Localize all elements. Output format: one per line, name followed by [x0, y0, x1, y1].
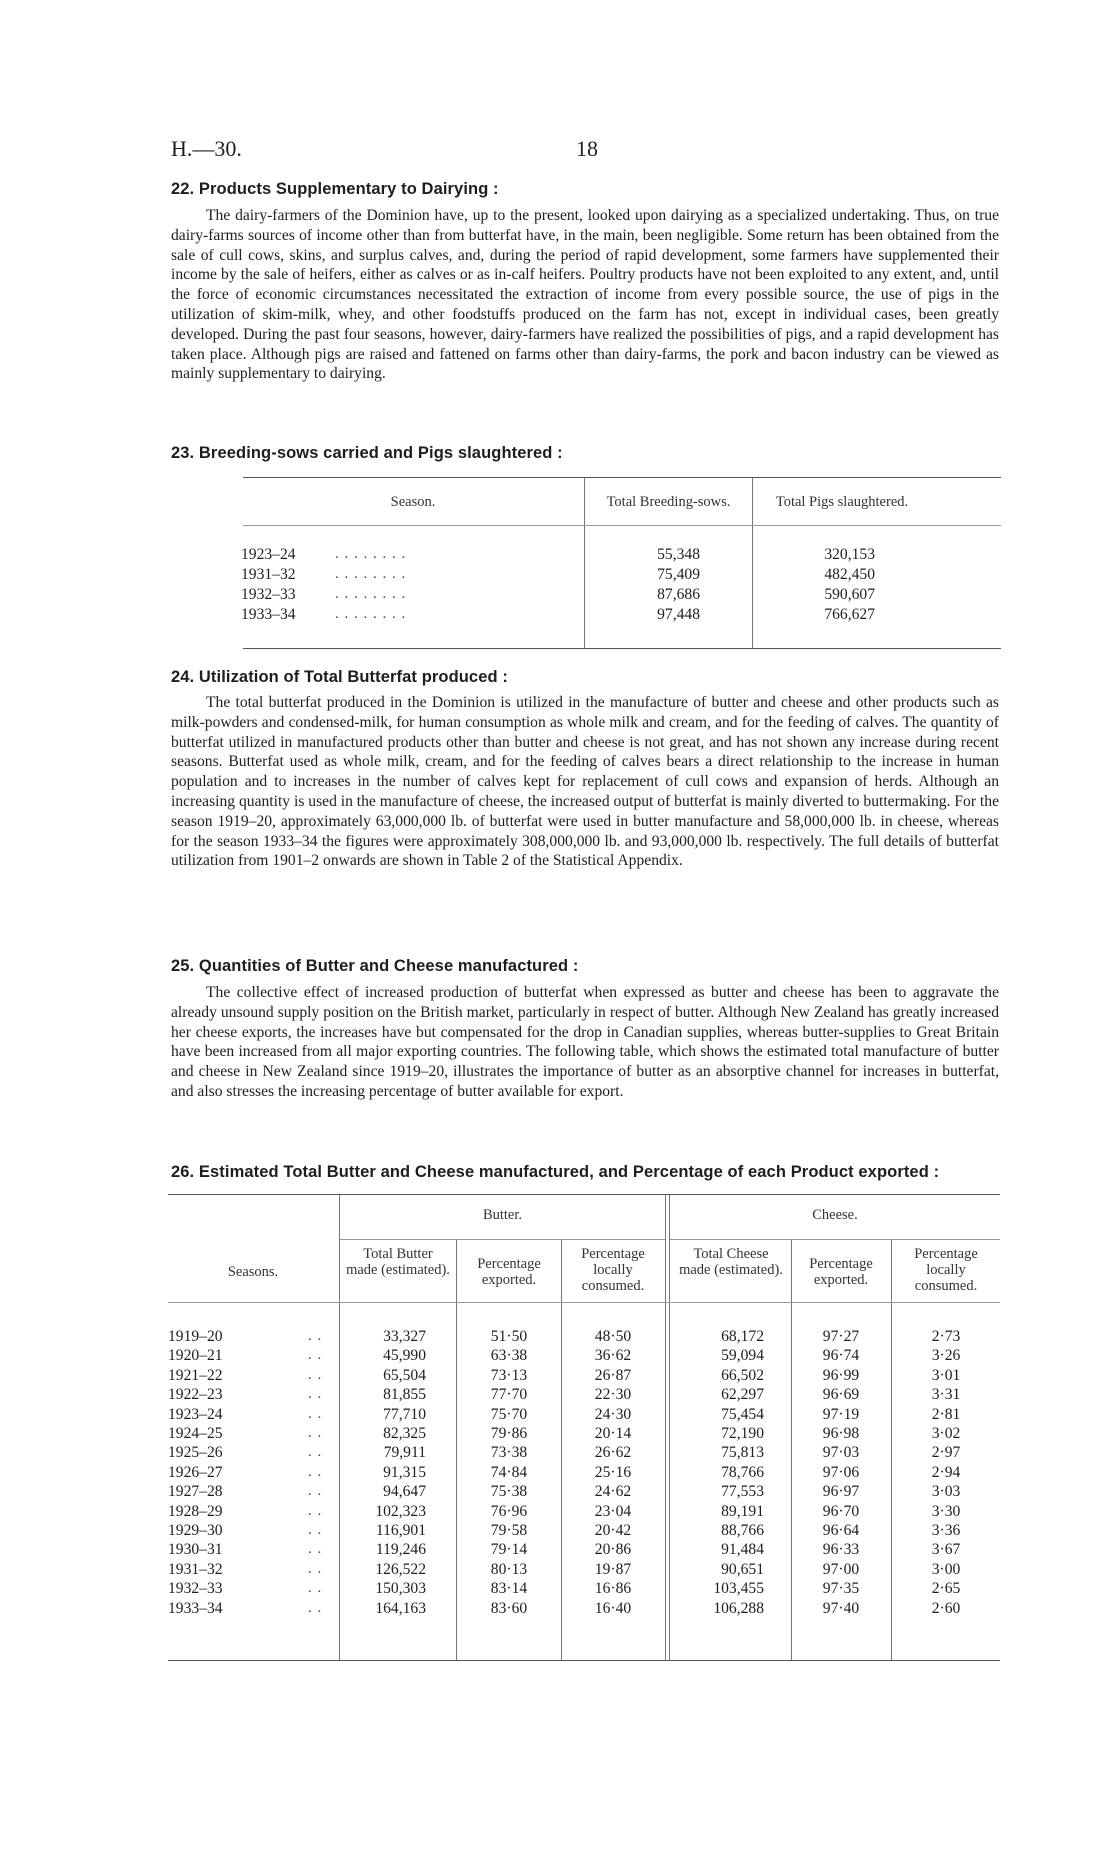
leader-dots: . . — [308, 1425, 323, 1441]
leader-dots: . . — [308, 1502, 323, 1519]
leader-dots: . . — [308, 1328, 323, 1344]
season-cell: 1925–26 — [168, 1444, 223, 1462]
cheese-local-cell: 3·67 — [931, 1541, 961, 1559]
cheese-total-cell: 91,484 — [721, 1541, 764, 1559]
section-24-body: The total butterfat produced in the Dominion is utilized in the manufacture of butter and cheese and other products such as milk-powders and condensed-milk, for human consumption as whole milk and cream, and for the feeding of calves. The quantity of butterfat utilized in manufactured products other than butter and cheese is not great, and has not shown any increase during recent seasons. Butterfat used as whole milk, cream, and for the feeding of calves bears a direct relationship to the increase in human population and to increases in the number of calves kept for replacement of cull cows and expansion of herds. Although an increasing quantity is used in the manufacture of cheese, the increased output of butterfat is mainly diverted to buttermaking. For the season 1919–20, approximately 63,000,000 lb. of butterfat were used in butter manufacture and 58,000,000 lb. in cheese, whereas for the season 1933–34 the figures were approximately 308,000,000 lb. and 93,000,000 lb. respectively. The full details of butterfat utilization from 1901–2 onwards are shown in Table 2 of the Statistical Appendix. — [171, 694, 999, 870]
butter-exported-cell: 77·70 — [490, 1386, 528, 1404]
cheese-local-cell: 2·97 — [931, 1444, 961, 1462]
leader-dots: . . — [308, 1522, 323, 1538]
sows-cell: 75,409 — [657, 566, 700, 583]
section-26-heading: 26. Estimated Total Butter and Cheese manufactured, and Percentage of each Product exported : — [171, 1163, 940, 1181]
column-header-season: Season. — [390, 494, 436, 510]
cheese-local-cell: 2·73 — [931, 1328, 961, 1345]
butter-total-cell: 77,710 — [383, 1405, 426, 1423]
cheese-total-cell: 89,191 — [721, 1502, 764, 1520]
leader-dots: . . — [308, 1405, 323, 1422]
column-header-cheese-total: Total Cheese made (estimated). — [679, 1246, 783, 1278]
butter-local-cell: 22·30 — [594, 1386, 632, 1404]
butter-total-cell: 119,246 — [375, 1541, 426, 1559]
season-cell: 1923–24 — [241, 546, 296, 563]
table-divider — [669, 1195, 670, 1660]
cheese-total-cell: 59,094 — [721, 1347, 764, 1365]
section-22-body: The dairy-farmers of the Dominion have, up to the present, looked upon dairying as a specialized undertaking. Thus, on true dairy-farms sources of income other than from butterfat have, in the main, been negligible. Some return has been obtained from the sale of cull cows, skins, and surplus calves, and, during the period of rapid development, some farmers have supplemented their income by the sale of heifers, either as calves or as in-calf heifers. Poultry products have not been exploited to any extent, and, until the force of economic circumstances necessitated the extraction of income from every possible source, the use of pigs in the utilization of skim-milk, whey, and other foodstuffs produced on the farm has not, except in individual cases, been greatly developed. During the past four seasons, however, dairy-farmers have realized the possibilities of pigs, and a rapid development has taken place. Although pigs are raised and fattened on farms other than dairy-farms, the pork and bacon industry can be viewed as mainly supplementary to dairying. — [171, 207, 999, 383]
pigs-cell: 482,450 — [824, 566, 875, 583]
table-divider — [891, 1240, 892, 1660]
season-cell: 1923–24 — [168, 1405, 223, 1423]
season-cell: 1922–23 — [168, 1386, 223, 1404]
butter-local-cell: 19·87 — [594, 1560, 632, 1578]
butter-total-cell: 45,990 — [383, 1347, 426, 1365]
column-header-cheese-exported: Percentage exported. — [809, 1256, 873, 1288]
table-rule-bottom — [168, 1660, 1000, 1661]
leader-dots: . . — [308, 1444, 323, 1461]
cheese-exported-cell: 96·99 — [822, 1366, 860, 1384]
table-rule-header — [243, 525, 1001, 526]
butter-local-cell: 20·42 — [594, 1522, 632, 1539]
cheese-exported-cell: 97·03 — [822, 1444, 860, 1462]
butter-exported-cell: 79·58 — [490, 1522, 528, 1539]
butter-total-cell: 33,327 — [383, 1328, 426, 1345]
season-cell: 1933–34 — [241, 606, 296, 623]
group-rule — [340, 1239, 665, 1240]
section-25-heading: 25. Quantities of Butter and Cheese manufactured : — [171, 957, 579, 975]
butter-exported-cell: 75·70 — [490, 1405, 528, 1423]
leader-dots: . . — [308, 1560, 323, 1577]
section-25-body: The collective effect of increased production of butterfat when expressed as butter and cheese has been to aggravate the already unsound supply position on the British market, particularly in respect of butter. Although New Zealand has greatly increased her cheese exports, the increases have but compensated for the drop in Canadian supplies, whereas butter-supplies to Great Britain have been increased from all major exporting countries. The following table, which shows the estimated total manufacture of butter and cheese in New Zealand since 1919–20, illustrates the importance of butter as an absorptive channel for increases in butterfat, and also stresses the increasing percentage of butter available for export. — [171, 984, 999, 1100]
butter-local-cell: 25·16 — [594, 1463, 632, 1481]
butter-exported-cell: 51·50 — [490, 1328, 528, 1345]
leader-dots: . . — [308, 1463, 323, 1480]
table-rule-top — [168, 1194, 1000, 1195]
cheese-local-cell: 2·94 — [931, 1463, 961, 1481]
section-25-text — [171, 983, 999, 1102]
butter-total-cell: 116,901 — [375, 1522, 426, 1539]
butter-exported-cell: 75·38 — [490, 1483, 528, 1501]
season-cell: 1931–32 — [241, 566, 296, 583]
table-divider — [665, 1195, 666, 1660]
cheese-total-cell: 72,190 — [721, 1425, 764, 1442]
butter-exported-cell: 83·14 — [490, 1580, 528, 1598]
season-cell: 1919–20 — [168, 1328, 223, 1345]
cheese-total-cell: 78,766 — [721, 1463, 764, 1481]
butter-local-cell: 26·87 — [594, 1366, 632, 1384]
butter-total-cell: 81,855 — [383, 1386, 426, 1404]
leader-dots: . . — [308, 1541, 323, 1558]
cheese-local-cell: 3·01 — [931, 1366, 961, 1384]
butter-total-cell: 65,504 — [383, 1366, 426, 1384]
cheese-total-cell: 66,502 — [721, 1366, 764, 1384]
sows-cell: 97,448 — [657, 606, 700, 623]
season-cell: 1924–25 — [168, 1425, 223, 1442]
pigs-cell: 320,153 — [824, 546, 875, 563]
season-cell: 1927–28 — [168, 1483, 223, 1501]
table-divider — [339, 1195, 340, 1660]
group-header-butter: Butter. — [482, 1207, 523, 1223]
leader-dots: . . — [308, 1347, 323, 1364]
column-header-seasons: Seasons. — [227, 1264, 279, 1280]
butter-local-cell: 24·62 — [594, 1483, 632, 1501]
butter-total-cell: 91,315 — [383, 1463, 426, 1481]
butter-local-cell: 20·86 — [594, 1541, 632, 1559]
cheese-exported-cell: 97·40 — [822, 1599, 860, 1617]
season-cell: 1932–33 — [168, 1580, 223, 1598]
table-divider — [561, 1240, 562, 1660]
table-rule-top — [243, 477, 1001, 478]
season-cell: 1928–29 — [168, 1502, 223, 1520]
cheese-exported-cell: 97·27 — [822, 1328, 860, 1345]
leader-dots: . . — [308, 1386, 323, 1403]
section-22-text — [171, 206, 999, 384]
column-header-butter-local: Percentage locally consumed. — [581, 1246, 645, 1294]
butter-local-cell: 23·04 — [594, 1502, 632, 1520]
butter-exported-cell: 79·14 — [490, 1541, 528, 1559]
cheese-exported-cell: 96·97 — [822, 1483, 860, 1501]
butter-local-cell: 36·62 — [594, 1347, 632, 1365]
leader-dots: . . — [308, 1366, 323, 1383]
cheese-total-cell: 68,172 — [721, 1328, 764, 1345]
cheese-exported-cell: 96·33 — [822, 1541, 860, 1559]
document-id: H.—30. — [171, 136, 242, 161]
column-header-cheese-local: Percentage locally consumed. — [914, 1246, 978, 1294]
butter-local-cell: 20·14 — [594, 1425, 632, 1442]
leader-dots: . . — [308, 1599, 323, 1616]
butter-local-cell: 16·86 — [594, 1580, 632, 1598]
season-cell: 1931–32 — [168, 1560, 223, 1578]
leader-dots: . . . . . . . . — [335, 566, 407, 582]
butter-exported-cell: 74·84 — [490, 1463, 528, 1481]
butter-exported-cell: 83·60 — [490, 1599, 528, 1617]
season-cell: 1933–34 — [168, 1599, 223, 1617]
cheese-total-cell: 75,454 — [721, 1405, 764, 1423]
butter-local-cell: 16·40 — [594, 1599, 632, 1617]
leader-dots: . . . . . . . . — [335, 546, 407, 562]
cheese-local-cell: 3·03 — [931, 1483, 961, 1501]
leader-dots: . . — [308, 1483, 323, 1500]
table-divider — [791, 1240, 792, 1660]
column-header-butter-exported: Percentage exported. — [477, 1256, 541, 1288]
season-cell: 1929–30 — [168, 1522, 223, 1539]
cheese-local-cell: 2·65 — [931, 1580, 961, 1598]
butter-exported-cell: 76·96 — [490, 1502, 528, 1520]
season-cell: 1926–27 — [168, 1463, 223, 1481]
sows-cell: 87,686 — [657, 586, 700, 603]
butter-exported-cell: 73·13 — [490, 1366, 528, 1384]
cheese-local-cell: 3·26 — [931, 1347, 961, 1365]
cheese-exported-cell: 96·98 — [822, 1425, 860, 1442]
butter-local-cell: 24·30 — [594, 1405, 632, 1423]
butter-total-cell: 82,325 — [383, 1425, 426, 1442]
butter-total-cell: 102,323 — [375, 1502, 426, 1520]
column-header-pigs-slaughtered: Total Pigs slaughtered. — [775, 494, 909, 510]
cheese-total-cell: 103,455 — [713, 1580, 764, 1598]
cheese-exported-cell: 96·69 — [822, 1386, 860, 1404]
butter-total-cell: 164,163 — [375, 1599, 426, 1617]
table-rule-bottom — [243, 648, 1001, 649]
butter-exported-cell: 63·38 — [490, 1347, 528, 1365]
cheese-local-cell: 3·30 — [931, 1502, 961, 1520]
season-cell: 1932–33 — [241, 586, 296, 603]
butter-total-cell: 150,303 — [375, 1580, 426, 1598]
cheese-total-cell: 106,288 — [713, 1599, 764, 1617]
section-24-text — [171, 693, 999, 871]
butter-total-cell: 126,522 — [375, 1560, 426, 1578]
cheese-total-cell: 62,297 — [721, 1386, 764, 1404]
butter-local-cell: 26·62 — [594, 1444, 632, 1462]
butter-local-cell: 48·50 — [594, 1328, 632, 1345]
group-header-cheese: Cheese. — [812, 1207, 858, 1223]
cheese-total-cell: 77,553 — [721, 1483, 764, 1501]
cheese-exported-cell: 97·35 — [822, 1580, 860, 1598]
cheese-local-cell: 3·31 — [931, 1386, 961, 1404]
butter-total-cell: 79,911 — [383, 1444, 426, 1462]
column-header-breeding-sows: Total Breeding-sows. — [606, 494, 731, 510]
cheese-local-cell: 2·60 — [931, 1599, 961, 1617]
leader-dots: . . . . . . . . — [335, 586, 407, 602]
cheese-total-cell: 88,766 — [721, 1522, 764, 1539]
group-rule — [670, 1239, 1000, 1240]
cheese-exported-cell: 96·74 — [822, 1347, 860, 1365]
cheese-local-cell: 3·02 — [931, 1425, 961, 1442]
leader-dots: . . . . . . . . — [335, 606, 407, 622]
pigs-cell: 590,607 — [824, 586, 875, 603]
page-number: 18 — [576, 136, 598, 161]
section-24-heading: 24. Utilization of Total Butterfat produced : — [171, 668, 508, 686]
leader-dots: . . — [308, 1580, 323, 1597]
butter-exported-cell: 73·38 — [490, 1444, 528, 1462]
sows-cell: 55,348 — [657, 546, 700, 563]
cheese-total-cell: 75,813 — [721, 1444, 764, 1462]
cheese-local-cell: 3·00 — [931, 1560, 961, 1578]
cheese-total-cell: 90,651 — [721, 1560, 764, 1578]
season-cell: 1920–21 — [168, 1347, 223, 1365]
butter-exported-cell: 80·13 — [490, 1560, 528, 1578]
pigs-cell: 766,627 — [824, 606, 875, 623]
cheese-exported-cell: 97·06 — [822, 1463, 860, 1481]
cheese-exported-cell: 97·19 — [822, 1405, 860, 1423]
table-rule-header — [168, 1302, 1000, 1303]
season-cell: 1930–31 — [168, 1541, 223, 1559]
column-header-butter-total: Total Butter made (estimated). — [346, 1246, 450, 1278]
cheese-exported-cell: 96·64 — [822, 1522, 860, 1539]
table-divider — [456, 1240, 457, 1660]
cheese-local-cell: 2·81 — [931, 1405, 961, 1423]
butter-total-cell: 94,647 — [383, 1483, 426, 1501]
cheese-exported-cell: 96·70 — [822, 1502, 860, 1520]
cheese-exported-cell: 97·00 — [822, 1560, 860, 1578]
butter-exported-cell: 79·86 — [490, 1425, 528, 1442]
section-23-heading: 23. Breeding-sows carried and Pigs slaughtered : — [171, 444, 563, 462]
season-cell: 1921–22 — [168, 1366, 223, 1384]
cheese-local-cell: 3·36 — [931, 1522, 961, 1539]
section-22-heading: 22. Products Supplementary to Dairying : — [171, 180, 499, 198]
